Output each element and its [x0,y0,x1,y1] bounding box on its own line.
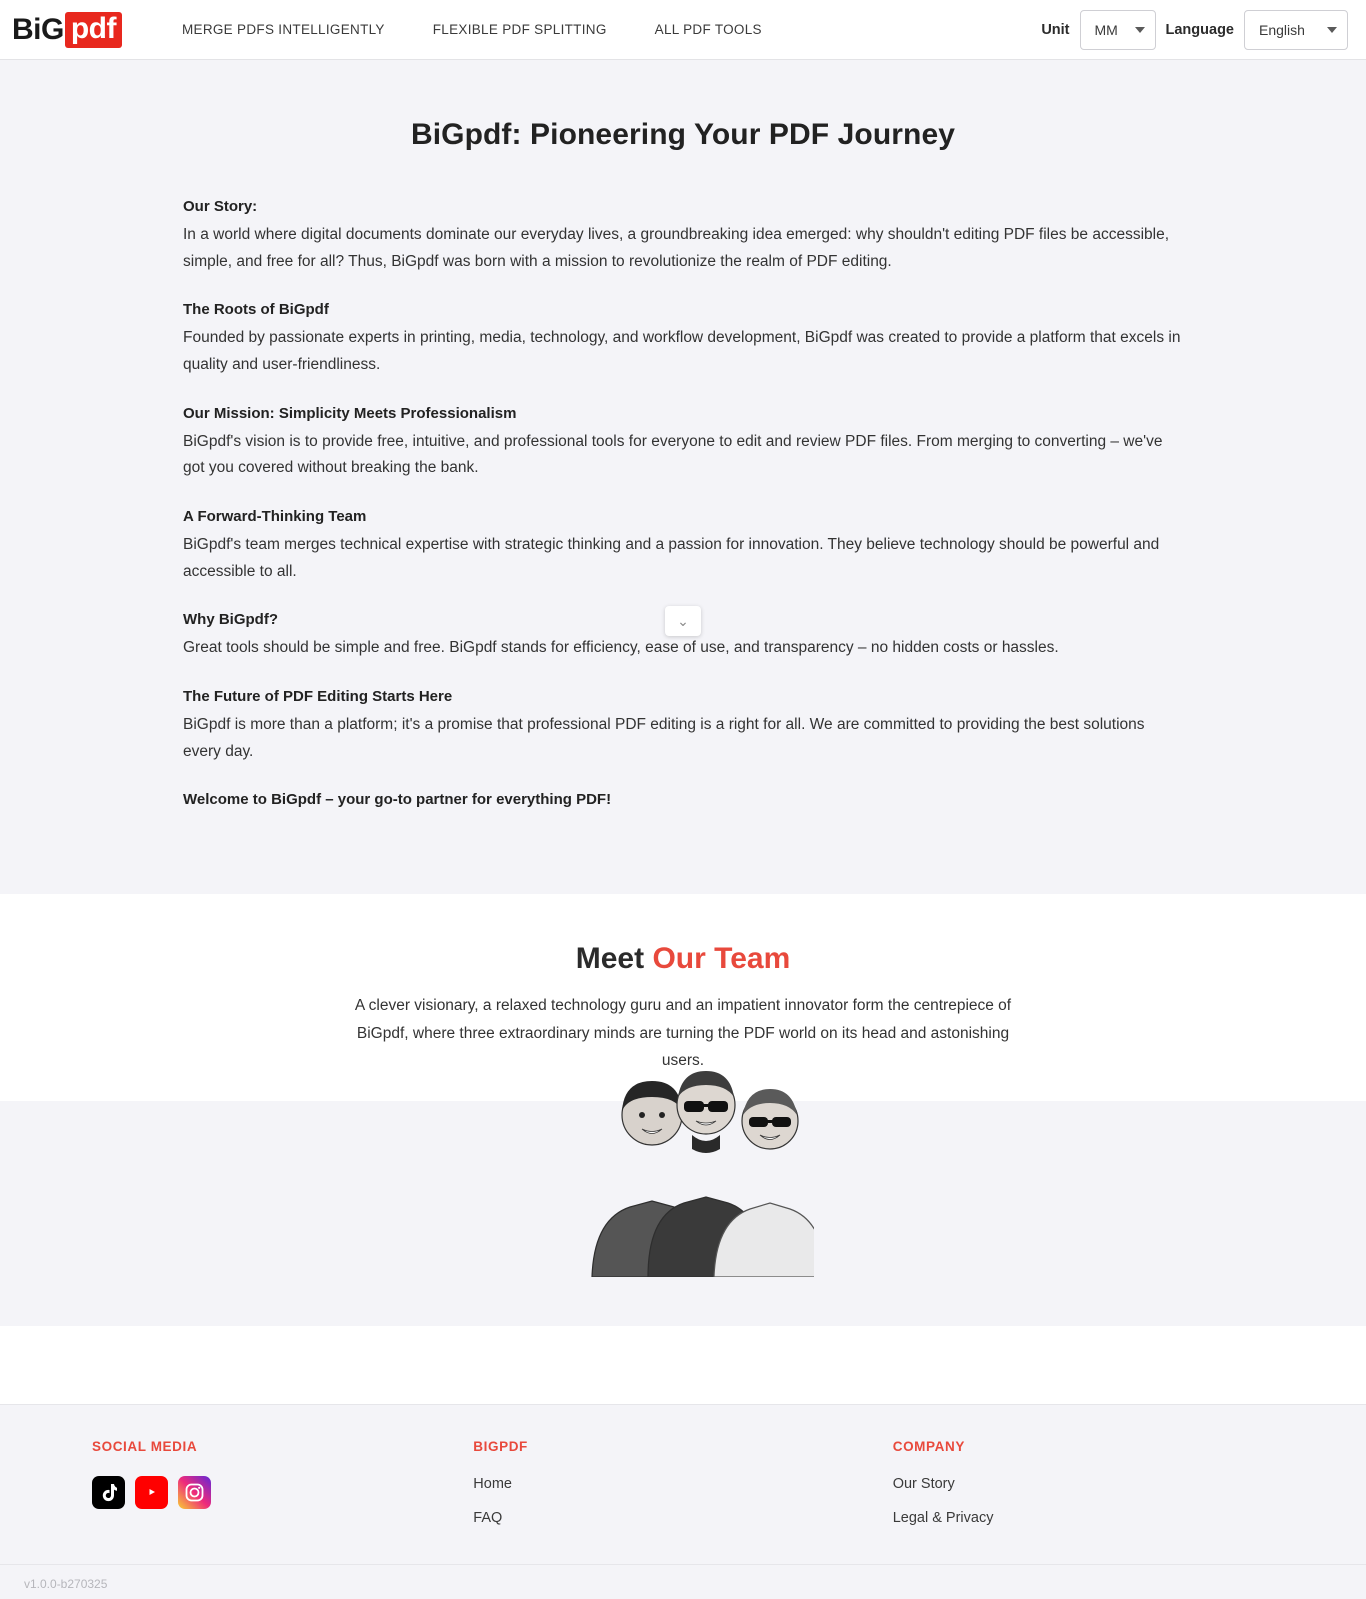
tiktok-glyph [100,1483,117,1502]
site-header [0,0,1366,60]
unit-select[interactable] [1080,10,1156,50]
footer-link-home[interactable]: Home [473,1475,512,1492]
divider [0,1564,1366,1565]
footer-heading-social: SOCIAL MEDIA [92,1438,198,1454]
team-subtitle: A clever visionary, a relaxed technology guru and an impatient innovator form the centrepiece of BiGpdf, where three extraordinary minds are turning the PDF world on its head and astonishing users. [354,997,1012,1070]
story-closing-text: Welcome to BiGpdf – your go-to partner for everything PDF! [183,791,612,809]
unit-label: Unit [1041,21,1070,38]
version-label: v1.0.0-b270325 [24,1576,108,1591]
story-block-text: Great tools should be simple and free. BiGpdf stands for efficiency, ease of use, and transparency – no hidden costs or hassles. [183,639,1059,657]
nav-item-split[interactable]: FLEXIBLE PDF SPLITTING [432,22,607,37]
footer-link-our-story[interactable]: Our Story [892,1475,955,1492]
story-block [183,508,1183,585]
team-title [0,942,1366,976]
footer-heading-company: COMPANY [892,1438,965,1454]
social-links [92,1476,473,1509]
story-block-text: BiGpdf's vision is to provide free, intuitive, and professional tools for everyone to edit and review PDF files. From merging to converting – we've got you covered without breaking the bank. [183,432,1163,477]
story-block-heading: The Roots of BiGpdf [183,301,329,319]
logo-text-pdf: pdf [65,12,122,48]
footer-columns [0,1439,1366,1544]
logo-text-big: BiG [12,12,64,46]
story-block-text: Founded by passionate experts in printing, media, technology, and workflow development, BiGpdf was created to provide a platform that excels in quality and user-friendliness. [183,329,1181,373]
story-block-text: In a world where digital documents dominate our everyday lives, a groundbreaking idea emerged: why shouldn't editing PDF files be accessible, simple, and free for all? Thus, BiGpdf was born with a mission to revolutionize the realm of PDF editing. [183,226,1170,270]
language-select-value: English [1259,21,1305,38]
language-label: Language [1165,21,1234,38]
footer-link-faq[interactable]: FAQ [473,1509,503,1526]
story-block-heading: The Future of PDF Editing Starts Here [183,687,453,705]
instagram-glyph [185,1483,204,1502]
story-closing [183,791,1183,808]
story-block [183,301,1183,378]
site-logo[interactable] [12,12,122,48]
youtube-icon[interactable] [135,1476,168,1509]
story-block-text: BiGpdf is more than a platform; it's a promise that professional PDF editing is a right for all. We are committed to providing the best solutions every day. [183,715,1145,760]
team-section [0,894,1366,1326]
story-section [0,60,1366,894]
story-block [183,198,1183,275]
footer-column-social [92,1439,473,1544]
youtube-glyph [142,1485,161,1499]
team-title-part2: Our Team [652,942,791,976]
team-photo-band [0,1101,1366,1326]
chevron-down-icon [1135,27,1145,33]
story-block-heading: Our Story: [183,198,258,215]
story-block-heading: A Forward-Thinking Team [183,507,367,525]
footer-heading-bigpdf: BIGPDF [473,1438,528,1454]
site-footer [0,1404,1366,1599]
unit-select-value: MM [1094,21,1118,38]
main-nav [158,12,1041,47]
story-block [183,405,1183,482]
story-block-heading: Our Mission: Simplicity Meets Professionalism [183,404,517,422]
header-controls [1041,10,1348,50]
team-title-part1: Meet [575,942,653,976]
footer-link-legal-privacy[interactable]: Legal & Privacy [892,1509,994,1526]
story-block [183,688,1183,765]
nav-item-merge[interactable]: MERGE PDFS INTELLIGENTLY [181,22,385,37]
spacer [0,1326,1366,1404]
footer-column-bigpdf [473,1439,892,1544]
team-photo [552,1053,814,1277]
story-block-text: BiGpdf's team merges technical expertise with strategic thinking and a passion for innovation. They believe technology should be powerful and accessible to all. [183,535,1160,580]
story-body [163,198,1203,808]
scroll-down-icon[interactable]: ⌄ [665,606,701,636]
instagram-icon[interactable] [178,1476,211,1509]
footer-column-company [893,1439,1274,1544]
tiktok-icon[interactable] [92,1476,125,1509]
chevron-down-icon [1327,27,1337,33]
page-title: BiGpdf: Pioneering Your PDF Journey [410,118,956,151]
language-select[interactable] [1244,10,1348,50]
nav-item-all-tools[interactable]: ALL PDF TOOLS [654,22,762,37]
story-block-heading: Why BiGpdf? [183,611,278,629]
